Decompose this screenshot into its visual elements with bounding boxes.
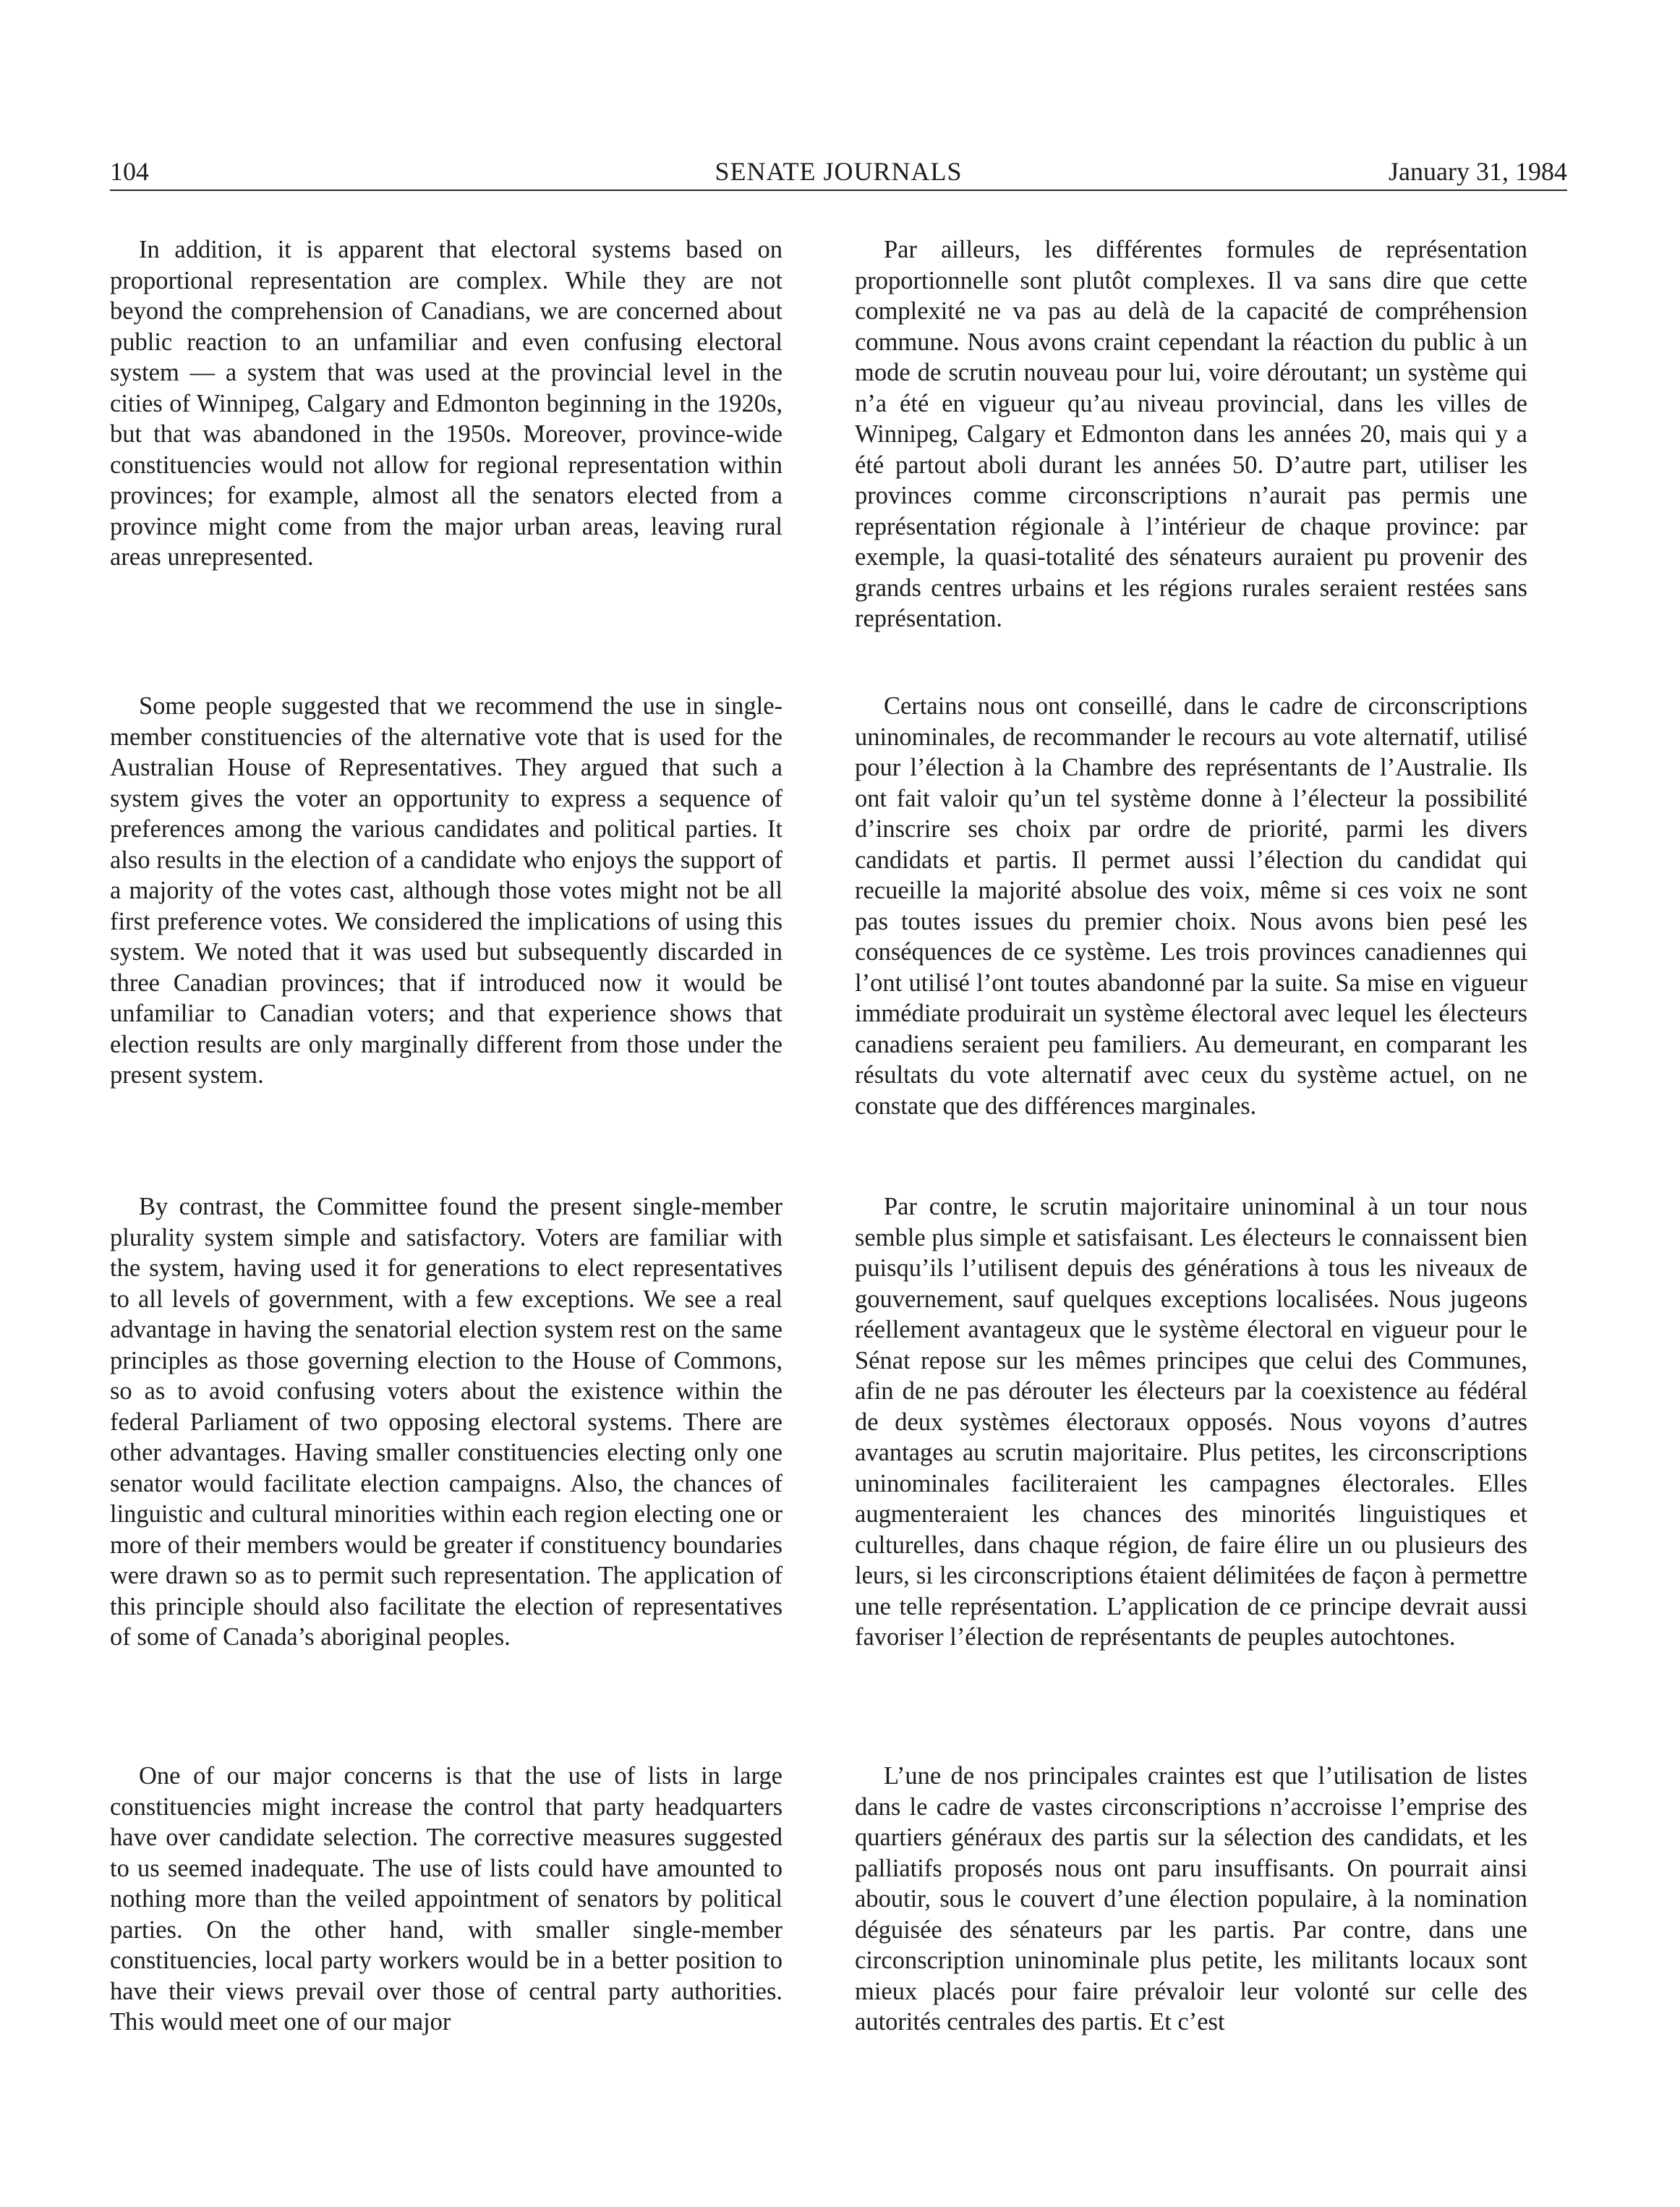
french-paragraph-3: Par contre, le scrutin majoritaire uninominal à un tour nous semble plus simple et satisfaisant. Les électeurs le connaissent bien puisqu’ils l’utilisent depuis des générations à tous les niveaux de gouvernement, sauf quelques exceptions localisées. Nous jugeons réellement avantageux que le système électoral en vigueur pour le Sénat repose sur les mêmes principes que celui des Communes, afin de ne pas dérouter les électeurs par la coexistence au fédéral de deux systèmes électoraux opposés. Nous voyons d’autres avantages au scrutin majoritaire. Plus petites, les circonscriptions uninominales faciliteraient les campagnes électorales. Elles augmenteraient les chances des minorités linguistiques et culturelles, dans chaque région, de faire élire un ou plusieurs des leurs, si les circonscriptions étaient délimitées de façon à permettre une telle représentation. L’application de ce principe devrait aussi favoriser l’élection de représentants de peuples autochtones. [855,1193,1527,1651]
english-paragraph-1: In addition, it is apparent that electoral systems based on proportional representation are complex. While they are not beyond the comprehension of Canadians, we are concerned about public reaction to an unfamiliar and even confusing electoral system — a system that was used at the provincial level in the cities of Winnipeg, Calgary and Edmonton beginning in the 1920s, but that was abandoned in the 1950s. Moreover, province-wide constituencies would not allow for regional representation within provinces; for example, almost all the senators elected from a province might come from the major urban areas, leaving rural areas unrepresented. [110,236,783,571]
english-paragraph-4: One of our major concerns is that the use of lists in large constituencies might increase the control that party headquarters have over candidate selection. The corrective measures suggested to us seemed inadequate. The use of lists could have amounted to nothing more than the veiled appointment of senators by political parties. On the other hand, with smaller single-member constituencies, local party workers would be in a better position to have their views prevail over those of central party authorities. This would meet one of our major [110,1762,783,2036]
english-paragraph-3: By contrast, the Committee found the present single-member plurality system simple and satisfactory. Voters are familiar with the system, having used it for generations to elect representatives to all levels of government, with a few exceptions. We see a real advantage in having the senatorial election system rest on the same principles as those governing election to the House of Commons, so as to avoid confusing voters about the existence within the federal Parliament of two opposing electoral systems. There are other advantages. Having smaller constituencies electing only one senator would facilitate election campaigns. Also, the chances of linguistic and cultural minorities within each region electing one or more of their members would be greater if constituency boundaries were drawn so as to permit such representation. The application of this principle should also facilitate the election of representatives of some of Canada’s aboriginal peoples. [110,1193,783,1651]
page-header [110,153,1567,190]
french-paragraph-2: Certains nous ont conseillé, dans le cadre de circonscriptions uninominales, de recommander le recours au vote alternatif, utilisé pour l’élection à la Chambre des représentants de l’Australie. Ils ont fait valoir qu’un tel système donne à l’électeur la possibilité d’inscrire ses choix par ordre de priorité, parmi les divers candidats et partis. Il permet aussi l’élection du candidat qui recueille la majorité absolue des voix, même si ces voix ne sont pas toutes issues du premier choix. Nous avons bien pesé les conséquences de ce système. Les trois provinces canadiennes qui l’ont utilisé l’ont toutes abandonné par la suite. Sa mise en vigueur immédiate produirait un système électoral avec lequel les électeurs canadiens seraient peu familiers. Au demeurant, en comparant les résultats du vote alternatif avec ceux du système actuel, on ne constate que des différences marginales. [855,692,1527,1120]
header-rule [110,190,1567,191]
journal-title: SENATE JOURNALS [715,157,963,186]
journal-date: January 31, 1984 [1389,157,1567,186]
french-paragraph-1: Par ailleurs, les différentes formules de représentation proportionnelle sont plutôt complexes. Il va sans dire que cette complexité ne va pas au delà de la capacité de compréhension commune. Nous avons craint cependant la réaction du public à un mode de scrutin nouveau pour lui, voire déroutant; un système qui n’a été en vigueur qu’au niveau provincial, dans les villes de Winnipeg, Calgary et Edmonton dans les années 20, mais qui y a été partout aboli durant les années 50. D’autre part, utiliser les provinces comme circonscriptions n’aurait pas permis une représentation régionale à l’intérieur de chaque province: par exemple, la quasi-totalité des sénateurs auraient pu provenir des grands centres urbains et les régions rurales seraient restées sans représentation. [855,236,1527,632]
french-paragraph-4: L’une de nos principales craintes est que l’utilisation de listes dans le cadre de vastes circonscriptions n’accroisse l’emprise des quartiers généraux des partis sur la sélection des candidats, et les palliatifs proposés nous ont paru insuffisants. On pourrait ainsi aboutir, sous le couvert d’une élection populaire, à la nomination déguisée des sénateurs par les partis. Par contre, dans une circonscription uninominale plus petite, les militants locaux sont mieux placés pour faire prévaloir leur volonté sur celle des autorités centrales des partis. Et c’est [855,1762,1527,2036]
page-number: 104 [110,157,149,186]
english-paragraph-2: Some people suggested that we recommend the use in single-member constituencies of the alternative vote that is used for the Australian House of Representatives. They argued that such a system gives the voter an opportunity to express a sequence of preferences among the various candidates and political parties. It also results in the election of a candidate who enjoys the support of a majority of the votes cast, although those votes might not be all first preference votes. We considered the implications of using this system. We noted that it was used but subsequently discarded in three Canadian provinces; that if introduced now it would be unfamiliar to Canadian voters; and that experience shows that election results are only marginally different from those under the present system. [110,692,783,1089]
